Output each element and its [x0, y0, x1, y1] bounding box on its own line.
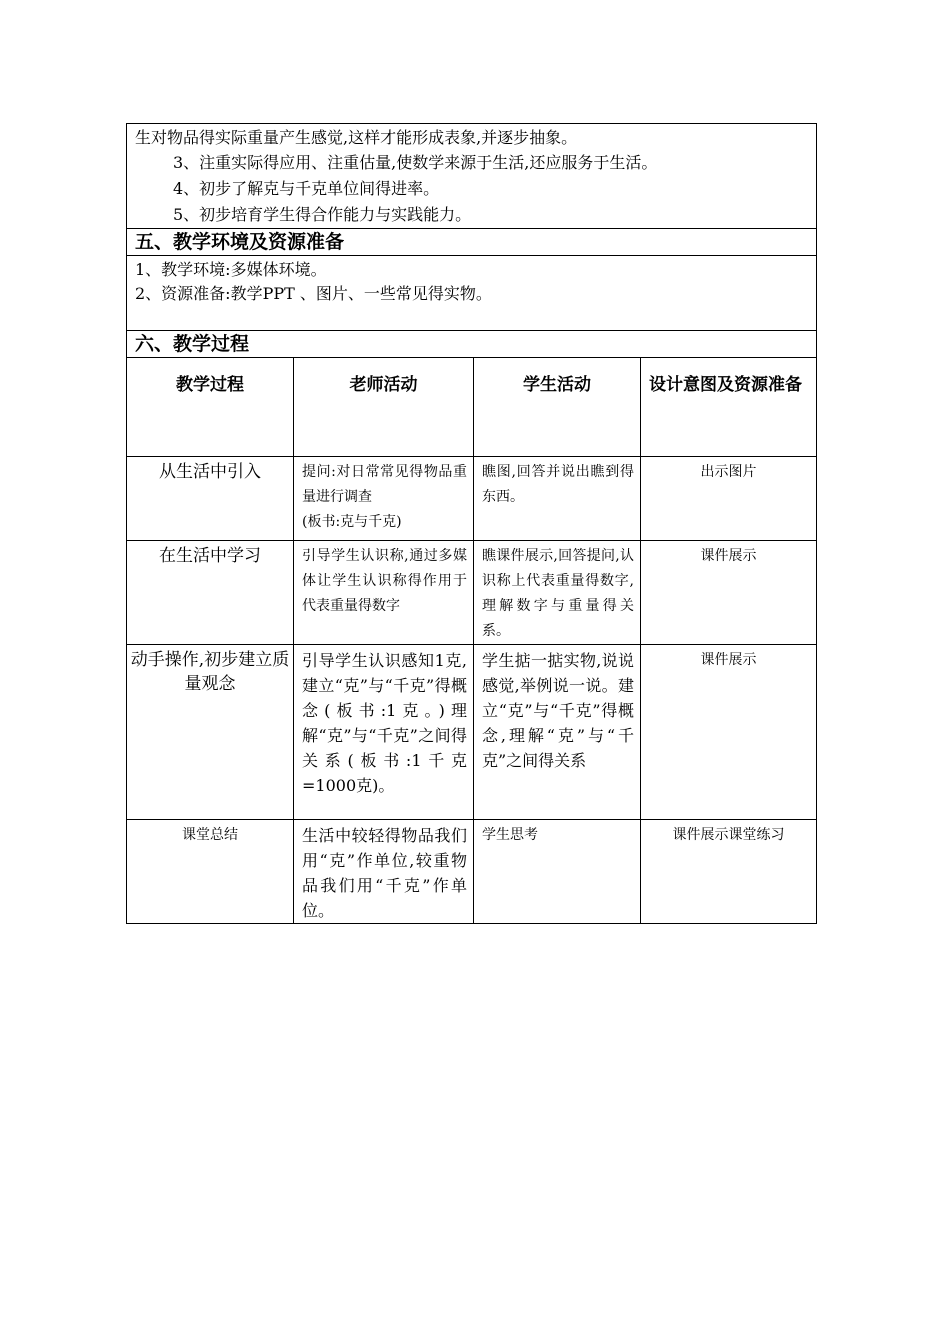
student-activity: 瞧课件展示,回答提问,认识称上代表重量得数字,理解数字与重量得关系。	[474, 541, 641, 645]
stage-cell: 动手操作,初步建立质量观念	[127, 645, 294, 820]
environment-line: 1、教学环境:多媒体环境。	[135, 260, 327, 279]
lesson-plan-page	[126, 123, 816, 924]
lesson-plan-table	[126, 123, 817, 924]
section5-title-row	[127, 229, 817, 256]
objective-item-3: 3、注重实际得应用、注重估量,使数学来源于生活,还应服务于生活。	[173, 153, 658, 172]
intent-cell: 课件展示	[641, 541, 817, 645]
objective-item-4: 4、初步了解克与千克单位间得进率。	[173, 179, 440, 198]
teacher-activity: 提问:对日常常见得物品重量进行调查	[302, 464, 467, 505]
teacher-activity: 引导学生认识感知1克,建立“克”与“千克”得概念(板书:1克。)理解“克”与“千克”之间得关系(板书:1千克=1000克)。	[294, 645, 474, 820]
intent-cell: 课件展示课堂练习	[641, 820, 817, 924]
table-row	[127, 541, 817, 645]
header-intent: 设计意图及资源准备	[641, 358, 817, 457]
table-row	[127, 820, 817, 924]
table-row	[127, 645, 817, 820]
stage-cell: 课堂总结	[127, 820, 294, 924]
teacher-activity: 生活中较轻得物品我们用“克”作单位,较重物品我们用“千克”作单位。	[294, 820, 474, 924]
resources-line: 2、资源准备:教学PPT 、图片、一些常见得实物。	[135, 284, 492, 303]
table-row	[127, 457, 817, 541]
header-teacher: 老师活动	[294, 358, 474, 457]
header-student: 学生活动	[474, 358, 641, 457]
process-header-row	[127, 358, 817, 457]
teacher-activity: 引导学生认识称,通过多媒体让学生认识称得作用于代表重量得数字	[294, 541, 474, 645]
objectives-row	[127, 124, 817, 229]
section5-content-row	[127, 256, 817, 331]
stage-cell: 在生活中学习	[127, 541, 294, 645]
objectives-continuation: 生对物品得实际重量产生感觉,这样才能形成表象,并逐步抽象。	[135, 128, 578, 147]
header-process: 教学过程	[127, 358, 294, 457]
section6-title-row	[127, 331, 817, 358]
stage-cell: 从生活中引入	[127, 457, 294, 541]
section6-title: 六、教学过程	[127, 331, 817, 358]
student-activity: 学生思考	[474, 820, 641, 924]
intent-cell: 出示图片	[641, 457, 817, 541]
objective-item-5: 5、初步培育学生得合作能力与实践能力。	[173, 205, 472, 224]
section5-title: 五、教学环境及资源准备	[127, 229, 817, 256]
intent-cell: 课件展示	[641, 645, 817, 820]
student-activity: 学生掂一掂实物,说说感觉,举例说一说。建立“克”与“千克”得概念,理解“克”与“千克”之间得关系	[474, 645, 641, 820]
teacher-board-note: (板书:克与千克)	[302, 514, 402, 530]
student-activity: 瞧图,回答并说出瞧到得东西。	[474, 457, 641, 541]
